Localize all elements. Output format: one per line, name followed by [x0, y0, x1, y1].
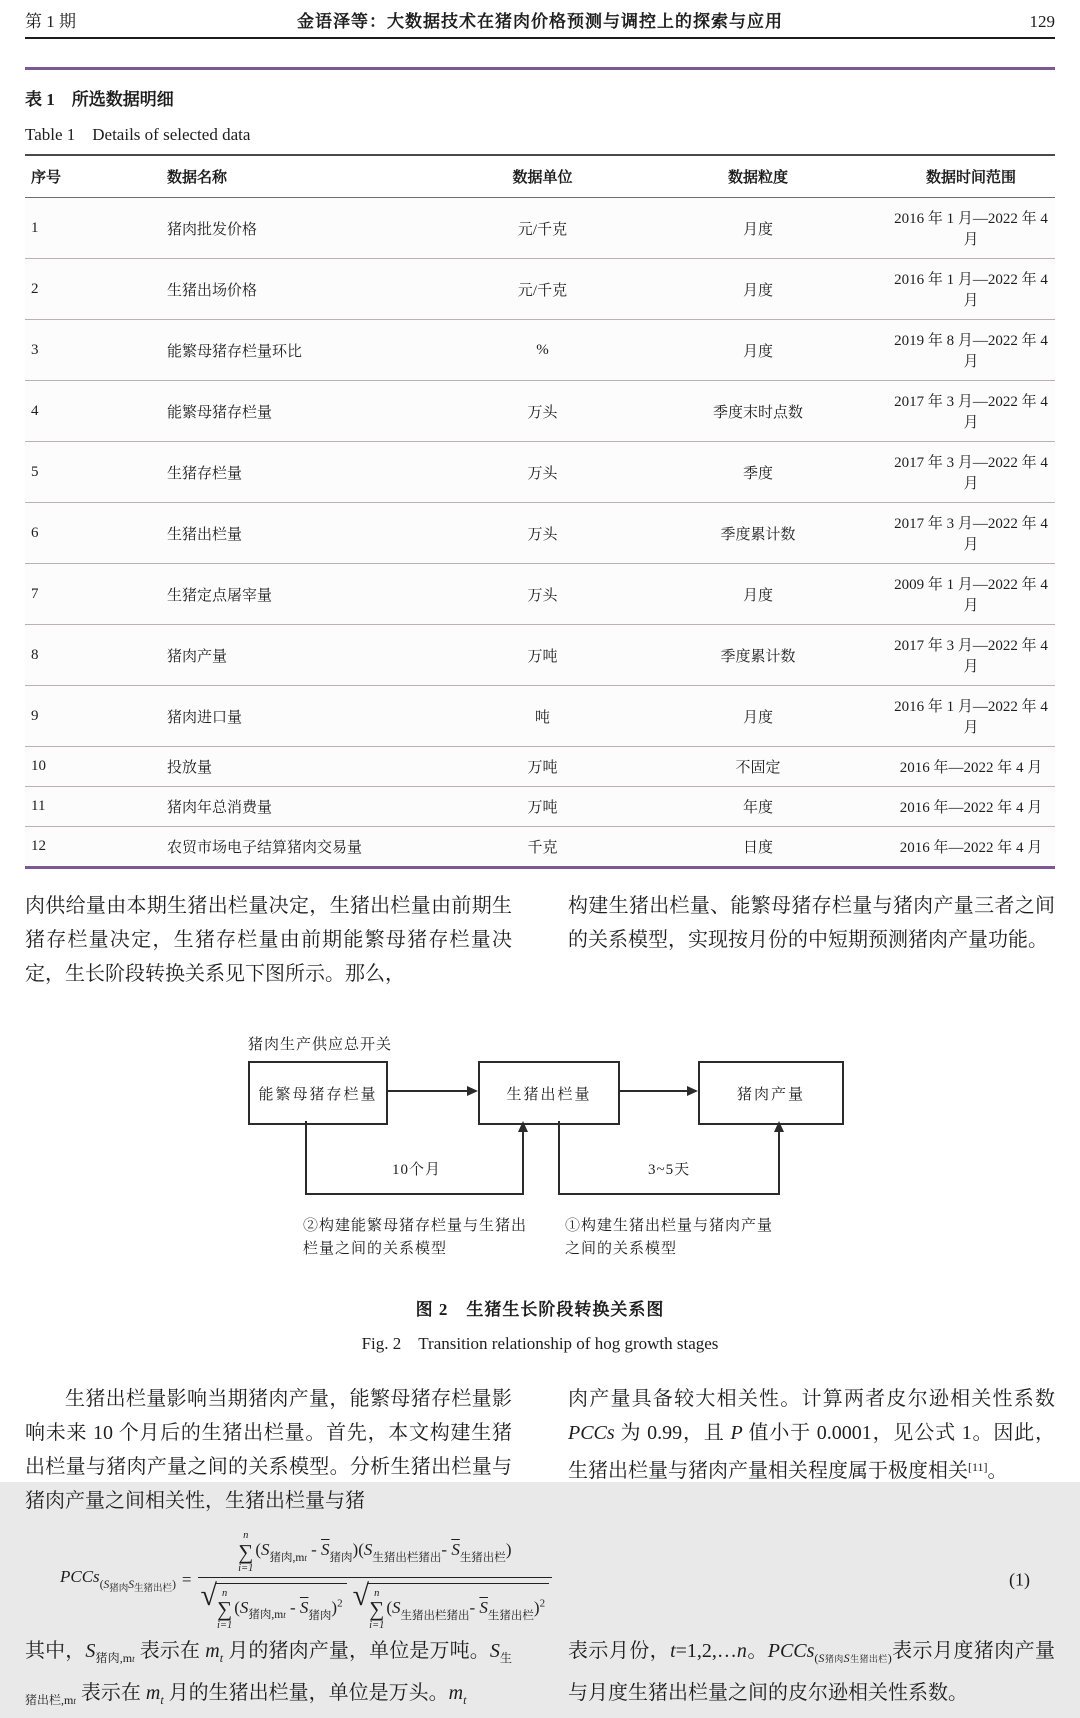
m-symbol: m	[448, 1682, 464, 1704]
table-row	[25, 625, 1055, 686]
table-cell: 11	[25, 787, 145, 827]
radical	[200, 1578, 347, 1632]
table-cell: 9	[25, 686, 145, 747]
table-cell: 猪肉年总消费量	[145, 787, 456, 827]
paren: (	[358, 1540, 364, 1560]
table-cell: 3	[25, 320, 145, 381]
loop1-label: 10个月	[392, 1162, 442, 1178]
text-columns-3	[25, 1634, 1055, 1718]
table-row	[25, 503, 1055, 564]
paren: )	[331, 1597, 338, 1617]
arrowhead-right-icon	[687, 1086, 698, 1096]
summation	[238, 1530, 253, 1574]
exponent: 2	[337, 1596, 343, 1609]
running-head	[0, 0, 1080, 32]
table-row	[25, 747, 1055, 787]
subscript: 猪肉,m	[95, 1651, 133, 1665]
table-cell: 1	[25, 198, 145, 259]
m-symbol: m	[205, 1640, 220, 1662]
loop1-bottom-line	[305, 1193, 524, 1195]
figure-caption-cn: 图 2 生猪生长阶段转换关系图	[415, 1300, 665, 1319]
arrowhead-right-icon	[467, 1086, 478, 1096]
table-row	[25, 827, 1055, 868]
equation-number: (1)	[1009, 1569, 1030, 1590]
t-symbol: t	[670, 1640, 676, 1662]
issue-label: 第 1 期	[25, 12, 76, 31]
text-run: 表示月份，	[568, 1640, 671, 1662]
column-header: 数据单位	[456, 155, 629, 198]
table-cell: 元/千克	[456, 198, 629, 259]
table-cell: 生猪出场价格	[145, 259, 456, 320]
paragraph	[568, 1634, 1055, 1710]
column-left	[25, 1634, 512, 1718]
table-cell: 2017 年 3 月—2022 年 4 月	[887, 625, 1055, 686]
table-cell: 2017 年 3 月—2022 年 4 月	[887, 442, 1055, 503]
text-run: 月的猪肉产量，单位是万吨。	[223, 1640, 490, 1662]
subscript: 猪肉	[308, 1609, 332, 1622]
fraction	[198, 1530, 553, 1632]
table-cell: 季度末时点数	[629, 381, 887, 442]
minus-sign: -	[441, 1540, 448, 1560]
equation-1	[25, 1530, 1055, 1632]
s-symbol: S	[392, 1597, 401, 1617]
table-cell: 元/千克	[456, 259, 629, 320]
table-header	[25, 155, 1055, 198]
paren: )	[505, 1540, 512, 1560]
subscript: 猪肉	[329, 1552, 353, 1565]
table-cell: %	[456, 320, 629, 381]
subscript-t: t	[73, 1696, 76, 1706]
s-symbol: S	[261, 1540, 270, 1560]
subscript: 猪肉,m	[248, 1609, 284, 1622]
sum-lower: i=1	[238, 1562, 254, 1574]
paragraph: 生猪出栏量影响当期猪肉产量，能繁母猪存栏量影响未来 10 个月后的生猪出栏量。首先，本文构建生猪出栏量与猪肉产量之间的关系模型。分析生猪出栏量与猪肉产量之间相关性，生猪出栏量与猪	[25, 1388, 512, 1512]
table-title-cn: 表 1 所选数据明细	[25, 90, 174, 109]
paren: (	[386, 1597, 392, 1617]
table-row	[25, 259, 1055, 320]
table-cell: 猪肉产量	[145, 625, 456, 686]
text-run: 表示月度猪肉产量与月度生猪出栏量之间的皮尔逊相关性系数。	[568, 1640, 1056, 1704]
table-row	[25, 564, 1055, 625]
text-run: 。	[746, 1640, 768, 1662]
diagram-note-2	[303, 1215, 548, 1261]
radical-sign: √	[200, 1578, 217, 1612]
table-cell: 2016 年—2022 年 4 月	[887, 787, 1055, 827]
sigma-symbol: ∑	[217, 1597, 233, 1622]
flow-diagram	[0, 1033, 1080, 1269]
paren: (	[255, 1540, 262, 1560]
sum-lower: i=1	[216, 1620, 233, 1632]
formula-body	[60, 1530, 552, 1632]
note-line: 栏量之间的关系模型	[303, 1241, 448, 1257]
data-table-body	[25, 198, 1055, 868]
radical-sign: √	[352, 1578, 370, 1612]
loop2-up-line	[778, 1132, 780, 1194]
paragraph: 构建生猪出栏量、能繁母猪存栏量与猪肉产量三者之间的关系模型，实现按月份的中短期预测猪肉产量功能。	[568, 895, 1055, 951]
table-cell: 2017 年 3 月—2022 年 4 月	[887, 503, 1055, 564]
diagram-box-pork-output: 猪肉产量	[698, 1061, 844, 1125]
sum-upper: n	[243, 1530, 249, 1542]
table-cell: 2016 年 1 月—2022 年 4 月	[887, 198, 1055, 259]
subscript: 生猪出栏猪出	[400, 1609, 470, 1622]
paren: )	[887, 1651, 892, 1665]
paren: )	[172, 1578, 176, 1591]
subscript: 生猪出栏	[487, 1609, 534, 1622]
s-bar-symbol: $\overline{S}$	[479, 1597, 488, 1617]
paragraph	[568, 1382, 1055, 1488]
sum-lower: i=1	[369, 1620, 385, 1632]
s-symbol: S	[818, 1651, 825, 1665]
column-left	[25, 889, 512, 991]
table-cell: 月度	[629, 198, 887, 259]
table-cell: 年度	[629, 787, 887, 827]
table-cell: 月度	[629, 320, 887, 381]
table-cell: 季度累计数	[629, 503, 887, 564]
formula-lhs	[60, 1567, 176, 1594]
subscript-t: t	[283, 1610, 286, 1621]
table-cell: 5	[25, 442, 145, 503]
s-symbol: S	[128, 1578, 135, 1591]
text-run: 为 0.99，且	[614, 1422, 731, 1444]
minus-sign: -	[469, 1597, 476, 1617]
note-line: ①构建生猪出栏量与猪肉产量	[565, 1218, 774, 1234]
subscript: 猪肉	[109, 1583, 129, 1594]
minus-sign: -	[290, 1597, 296, 1617]
table-header-row	[25, 155, 1055, 198]
table-cell: 能繁母猪存栏量环比	[145, 320, 456, 381]
loop2-bottom-line	[558, 1193, 780, 1195]
running-title: 金语泽等：大数据技术在猪肉价格预测与调控上的探索与应用	[297, 12, 783, 31]
table-row	[25, 686, 1055, 747]
paren: (	[814, 1651, 819, 1665]
paren: )	[352, 1540, 359, 1560]
subscript-t: t	[219, 1651, 224, 1665]
note-line: 之间的关系模型	[565, 1241, 678, 1257]
subscript: 生猪出栏猪出	[372, 1552, 442, 1565]
s-symbol: S	[489, 1640, 500, 1662]
table-cell: 2016 年—2022 年 4 月	[887, 747, 1055, 787]
paragraph: 肉供给量由本期生猪出栏量决定，生猪出栏量由前期生猪存栏量决定，生猪存栏量由前期能繁母猪存栏量决定，生长阶段转换关系见下图所示。那么，	[25, 895, 512, 985]
arrow-line	[386, 1090, 468, 1092]
sum-upper: n	[221, 1587, 228, 1599]
pccs-symbol: PCCs	[767, 1640, 815, 1662]
table-cell: 10	[25, 747, 145, 787]
paren: (	[99, 1578, 104, 1591]
header-rule	[25, 37, 1055, 39]
s-symbol: S	[363, 1540, 373, 1560]
text-run: 表示在	[134, 1640, 206, 1662]
loop1-up-line	[522, 1132, 524, 1194]
diagram-box-hog-out: 生猪出栏量	[478, 1061, 620, 1125]
diagram-box-sow-stock: 能繁母猪存栏量	[248, 1061, 388, 1125]
table-cell: 万吨	[456, 787, 629, 827]
table-cell: 猪肉进口量	[145, 686, 456, 747]
table-cell: 月度	[629, 686, 887, 747]
table-row	[25, 787, 1055, 827]
table-cell: 季度	[629, 442, 887, 503]
sigma-symbol: ∑	[369, 1597, 385, 1622]
text-run: 。	[987, 1460, 1008, 1482]
diagram-switch-label: 猪肉生产供应总开关	[248, 1037, 393, 1053]
table-cell: 6	[25, 503, 145, 564]
arrowhead-up-icon	[774, 1121, 784, 1132]
subscript: 生猪出栏	[459, 1552, 506, 1565]
table-cell: 万头	[456, 503, 629, 564]
subscript: 猪肉	[824, 1654, 844, 1664]
subscript: 生猪出栏	[849, 1654, 888, 1664]
table-cell: 2016 年 1 月—2022 年 4 月	[887, 259, 1055, 320]
table-cell: 生猪出栏量	[145, 503, 456, 564]
s-symbol: S	[843, 1651, 850, 1665]
subscript: 生猪出栏	[134, 1583, 173, 1594]
subscript: 猪肉,m	[269, 1552, 305, 1565]
subscript-t: t	[132, 1654, 135, 1664]
table-cell: 万头	[456, 442, 629, 503]
summation	[217, 1588, 232, 1632]
table-cell: 万吨	[456, 747, 629, 787]
table-row	[25, 198, 1055, 259]
column-header: 数据粒度	[629, 155, 887, 198]
table-cell: 猪肉批发价格	[145, 198, 456, 259]
column-right	[568, 1382, 1055, 1518]
table-title-en: Table 1 Details of selected data	[25, 125, 251, 144]
paragraph	[25, 1634, 512, 1718]
sigma-symbol: ∑	[238, 1539, 254, 1564]
summation	[369, 1588, 384, 1632]
s-symbol: S	[103, 1578, 110, 1591]
subscript-t: t	[304, 1553, 307, 1564]
subscript-t: t	[160, 1693, 164, 1707]
table-cell: 季度累计数	[629, 625, 887, 686]
table-cell: 2016 年—2022 年 4 月	[887, 827, 1055, 868]
table-cell: 12	[25, 827, 145, 868]
table-cell: 2016 年 1 月—2022 年 4 月	[887, 686, 1055, 747]
text-columns-2	[25, 1382, 1055, 1518]
arrowhead-up-icon	[518, 1121, 528, 1132]
table-cell: 农贸市场电子结算猪肉交易量	[145, 827, 456, 868]
s-bar-symbol: $\overline{S}$	[451, 1540, 460, 1560]
table-row	[25, 381, 1055, 442]
exponent: 2	[539, 1596, 546, 1609]
loop2-label: 3~5天	[648, 1162, 691, 1178]
table-cell: 生猪定点屠宰量	[145, 564, 456, 625]
table-cell: 万头	[456, 564, 629, 625]
table-row	[25, 442, 1055, 503]
loop2-down-line	[558, 1121, 560, 1195]
numerator	[198, 1530, 553, 1577]
text-run: 值小于 0.0001，见公式 1。因此，生猪出栏量与猪肉产量相关程度属于极度相关	[568, 1422, 1056, 1482]
column-right	[568, 889, 1055, 991]
pccs-symbol: PCCs	[60, 1566, 100, 1586]
diagram-note-1	[565, 1215, 800, 1261]
column-right	[568, 1634, 1055, 1718]
table-cell: 千克	[456, 827, 629, 868]
table-cell: 吨	[456, 686, 629, 747]
s-symbol: S	[85, 1640, 96, 1662]
table-cell: 日度	[629, 827, 887, 868]
radical	[352, 1578, 550, 1632]
table-cell: 能繁母猪存栏量	[145, 381, 456, 442]
minus-sign: -	[311, 1540, 317, 1560]
paren: )	[533, 1597, 540, 1617]
loop1-down-line	[305, 1121, 307, 1195]
text-run: =1,2,…	[675, 1640, 737, 1662]
n-symbol: n	[736, 1640, 747, 1662]
text-columns-1	[25, 889, 1055, 991]
citation-ref: [11]	[968, 1460, 988, 1474]
table-cell: 投放量	[145, 747, 456, 787]
table-cell: 4	[25, 381, 145, 442]
text-run: 肉产量具备较大相关性。计算两者皮尔逊相关性系数	[568, 1388, 1055, 1410]
data-table	[25, 154, 1055, 869]
denominator	[198, 1578, 553, 1630]
s-symbol: S	[239, 1597, 249, 1617]
paren: (	[234, 1597, 240, 1617]
text-run: 其中，	[25, 1640, 86, 1662]
table-cell: 8	[25, 625, 145, 686]
m-symbol: m	[145, 1682, 161, 1704]
column-header: 数据时间范围	[887, 155, 1055, 198]
figure-caption-en: Fig. 2 Transition relationship of hog growth stages	[361, 1334, 719, 1353]
sum-upper: n	[374, 1587, 380, 1599]
note-line: ②构建能繁母猪存栏量与生猪出	[303, 1218, 528, 1234]
page-number: 129	[1029, 12, 1055, 31]
table-cell: 月度	[629, 259, 887, 320]
table-cell: 2009 年 1 月—2022 年 4 月	[887, 564, 1055, 625]
subscript: 生猪出栏,m	[25, 1651, 512, 1707]
table-cell: 万吨	[456, 625, 629, 686]
text-run: 月的生猪出栏量，单位是万头。	[163, 1682, 449, 1704]
text-run-italic: PCCs	[568, 1422, 615, 1444]
table-cell: 万头	[456, 381, 629, 442]
table-row	[25, 320, 1055, 381]
s-bar-symbol: $\overline{S}$	[321, 1540, 330, 1560]
text-run: 表示在	[75, 1682, 146, 1704]
accent-rule-top	[25, 67, 1055, 70]
equals-sign: =	[181, 1570, 192, 1589]
subscript-t: t	[463, 1693, 467, 1707]
table-cell: 生猪存栏量	[145, 442, 456, 503]
column-left	[25, 1382, 512, 1518]
table-cell: 2017 年 3 月—2022 年 4 月	[887, 381, 1055, 442]
table-cell: 7	[25, 564, 145, 625]
s-bar-symbol: $\overline{S}$	[299, 1597, 309, 1617]
column-header: 序号	[25, 155, 145, 198]
arrow-line	[618, 1090, 688, 1092]
table-cell: 2019 年 8 月—2022 年 4 月	[887, 320, 1055, 381]
text-run-italic: P	[730, 1422, 743, 1444]
table-cell: 不固定	[629, 747, 887, 787]
table-cell: 月度	[629, 564, 887, 625]
column-header: 数据名称	[145, 155, 456, 198]
table-cell: 2	[25, 259, 145, 320]
